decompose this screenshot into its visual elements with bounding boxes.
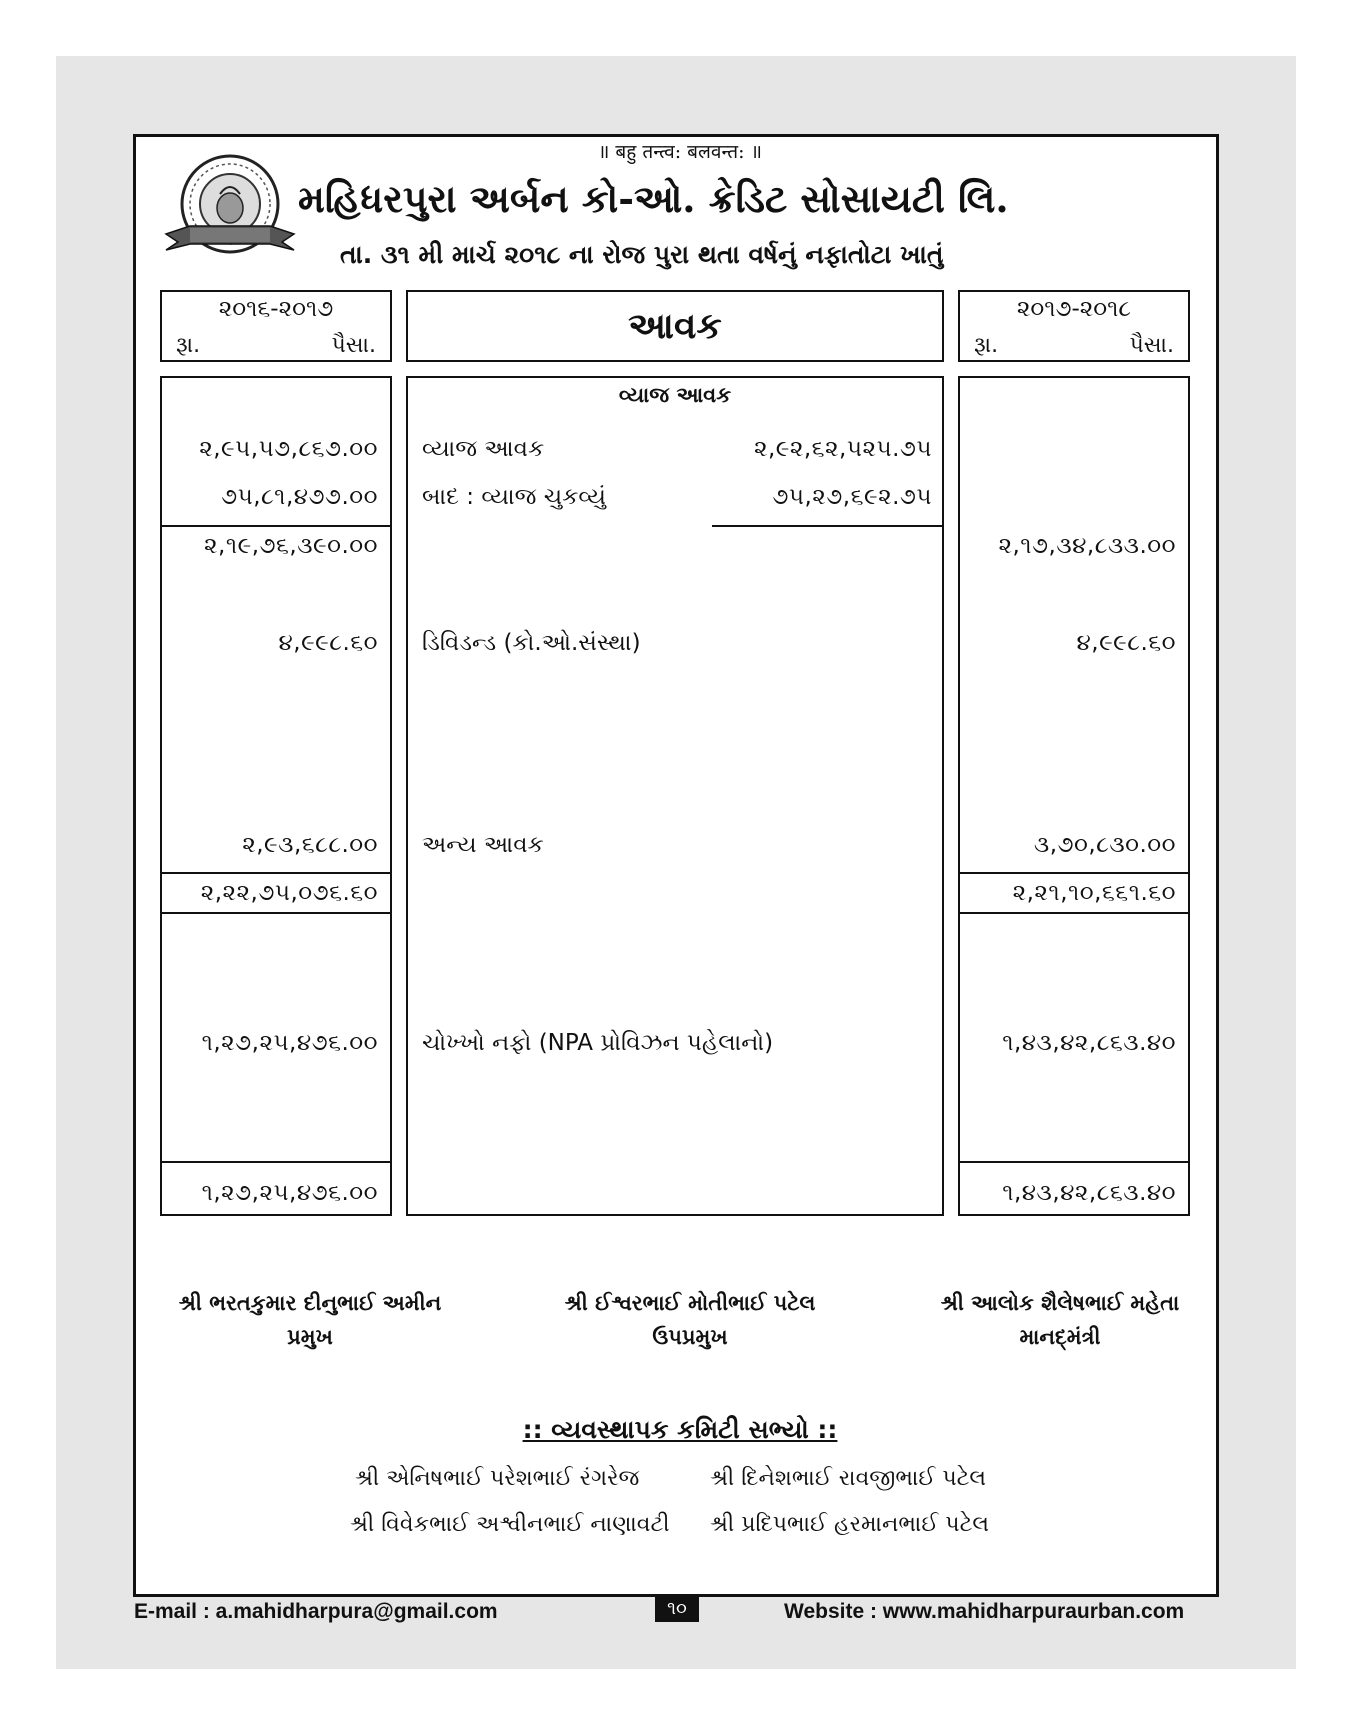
curr-rupees-label: રૂા.: [974, 333, 999, 358]
interest-income-prev: ૨,૯૫,૫૭,૮૬૭.૦૦: [199, 436, 378, 462]
dividend-label: ડિવિડન્ડ (કો.ઓ.સંસ્થા): [422, 630, 641, 656]
signatory-name: શ્રી ભરતકુમાર દીનુભાઈ અમીન: [178, 1291, 442, 1315]
other-income-label: અન્ય આવક: [422, 832, 544, 858]
section-heading: વ્યાજ આવક: [618, 383, 732, 407]
dividend-prev: ૪,૯૯૮.૬૦: [278, 630, 378, 656]
prev-rule-4: [160, 1161, 392, 1163]
dividend-curr: ૪,૯૯૮.૬૦: [1076, 630, 1176, 656]
curr-rule-4: [958, 1161, 1190, 1163]
signatory-vice-president: [520, 1286, 860, 1354]
net-profit-curr: ૧,૪૩,૪૨,૮૬૩.૪૦: [1002, 1030, 1176, 1056]
committee-member: શ્રી વિવેકભાઈ અશ્વીનભાઈ નાણાવટી: [350, 1512, 670, 1537]
prev-year-label: ૨૦૧૬-૨૦૧૭: [218, 296, 334, 322]
prev-rule-1: [160, 525, 392, 527]
committee-member: શ્રી એનિષભાઈ પરેશભાઈ રંગરેજ: [355, 1466, 640, 1491]
signatory-role: ઉપપ્રમુખ: [652, 1325, 728, 1349]
interest-paid-label: બાદ : વ્યાજ ચુકવ્યું: [422, 484, 607, 510]
curr-year-column: [958, 376, 1190, 1216]
committee-member: શ્રી પ્રદિપભાઈ હરમાનભાઈ પટેલ: [710, 1512, 990, 1537]
signatory-secretary: [900, 1286, 1220, 1354]
signatory-name: શ્રી આલોક શૈલેષભાઈ મહેતા: [940, 1291, 1180, 1315]
net-interest-prev: ૨,૧૯,૭૬,૩૯૦.૦૦: [204, 533, 378, 559]
prev-rule-2: [160, 872, 392, 874]
motto: ॥ बहु तन्त्व: बलवन्त: ॥: [598, 141, 762, 163]
net-profit-label: ચોખ્ખો નફો (NPA પ્રોવિઝન પહેલાનો): [422, 1030, 774, 1056]
curr-year-label: ૨૦૧૭-૨૦૧૮: [1016, 296, 1132, 322]
page-number: ૧૦: [655, 1596, 699, 1622]
income-heading: આવક: [628, 306, 722, 347]
net-interest-curr: ૨,૧૭,૩૪,૮૩૩.૦૦: [998, 533, 1176, 559]
curr-rule-3: [958, 912, 1190, 914]
signatory-role: પ્રમુખ: [287, 1325, 333, 1349]
prev-rule-3: [160, 912, 392, 914]
interest-paid-detail: ૭૫,૨૭,૬૯૨.૭૫: [772, 484, 932, 510]
signatory-role: માનદ્‌મંત્રી: [1019, 1325, 1101, 1349]
footer-website: Website : www.mahidharpuraurban.com: [784, 1600, 1185, 1623]
subtotal-prev: ૨,૨૨,૭૫,૦૭૬.૬૦: [200, 880, 378, 906]
interest-income-detail: ૨,૯૨,૬૨,૫૨૫.૭૫: [753, 436, 932, 462]
prev-year-header: [160, 290, 392, 362]
net-profit-prev: ૧,૨૭,૨૫,૪૭૬.૦૦: [201, 1030, 378, 1056]
signatory-president: [140, 1286, 480, 1354]
total-curr: ૧,૪૩,૪૨,૮૬૩.૪૦: [1002, 1180, 1176, 1206]
total-prev: ૧,૨૭,૨૫,૪૭૬.૦૦: [201, 1180, 378, 1206]
other-income-curr: ૩,૭૦,૮૩૦.૦૦: [1033, 832, 1176, 858]
curr-paise-label: પૈસા.: [1129, 333, 1174, 358]
society-name: મહિધરપુરા અર્બન કો-ઓ. ક્રેડિટ સોસાયટી લિ.: [298, 176, 1009, 221]
footer-email: E-mail : a.mahidharpura@gmail.com: [134, 1600, 498, 1623]
curr-rule-2: [958, 872, 1190, 874]
committee-member: શ્રી દિનેશભાઈ રાવજીભાઈ પટેલ: [710, 1466, 987, 1491]
subtotal-curr: ૨,૨૧,૧૦,૬૬૧.૬૦: [1012, 880, 1176, 906]
society-logo-seal: [160, 152, 300, 270]
curr-year-header: [958, 290, 1190, 362]
signatory-name: શ્રી ઈશ્વરભાઈ મોતીભાઈ પટેલ: [564, 1291, 816, 1315]
prev-paise-label: પૈસા.: [331, 333, 376, 358]
center-header: [406, 290, 944, 362]
interest-income-label: વ્યાજ આવક: [422, 436, 545, 462]
detail-rule: [712, 525, 944, 527]
prev-rupees-label: રૂા.: [176, 333, 201, 358]
other-income-prev: ૨,૯૩,૬૮૮.૦૦: [242, 832, 378, 858]
interest-paid-prev: ૭૫,૮૧,૪૭૭.૦૦: [221, 484, 378, 510]
committee-title: :: વ્યવસ્થાપક કમિટી સભ્યો ::: [522, 1415, 838, 1444]
statement-title: તા. ૩૧ મી માર્ચ ૨૦૧૮ ના રોજ પુરા થતા વર્ષનું નફાતોટા ખાતું: [340, 240, 944, 269]
